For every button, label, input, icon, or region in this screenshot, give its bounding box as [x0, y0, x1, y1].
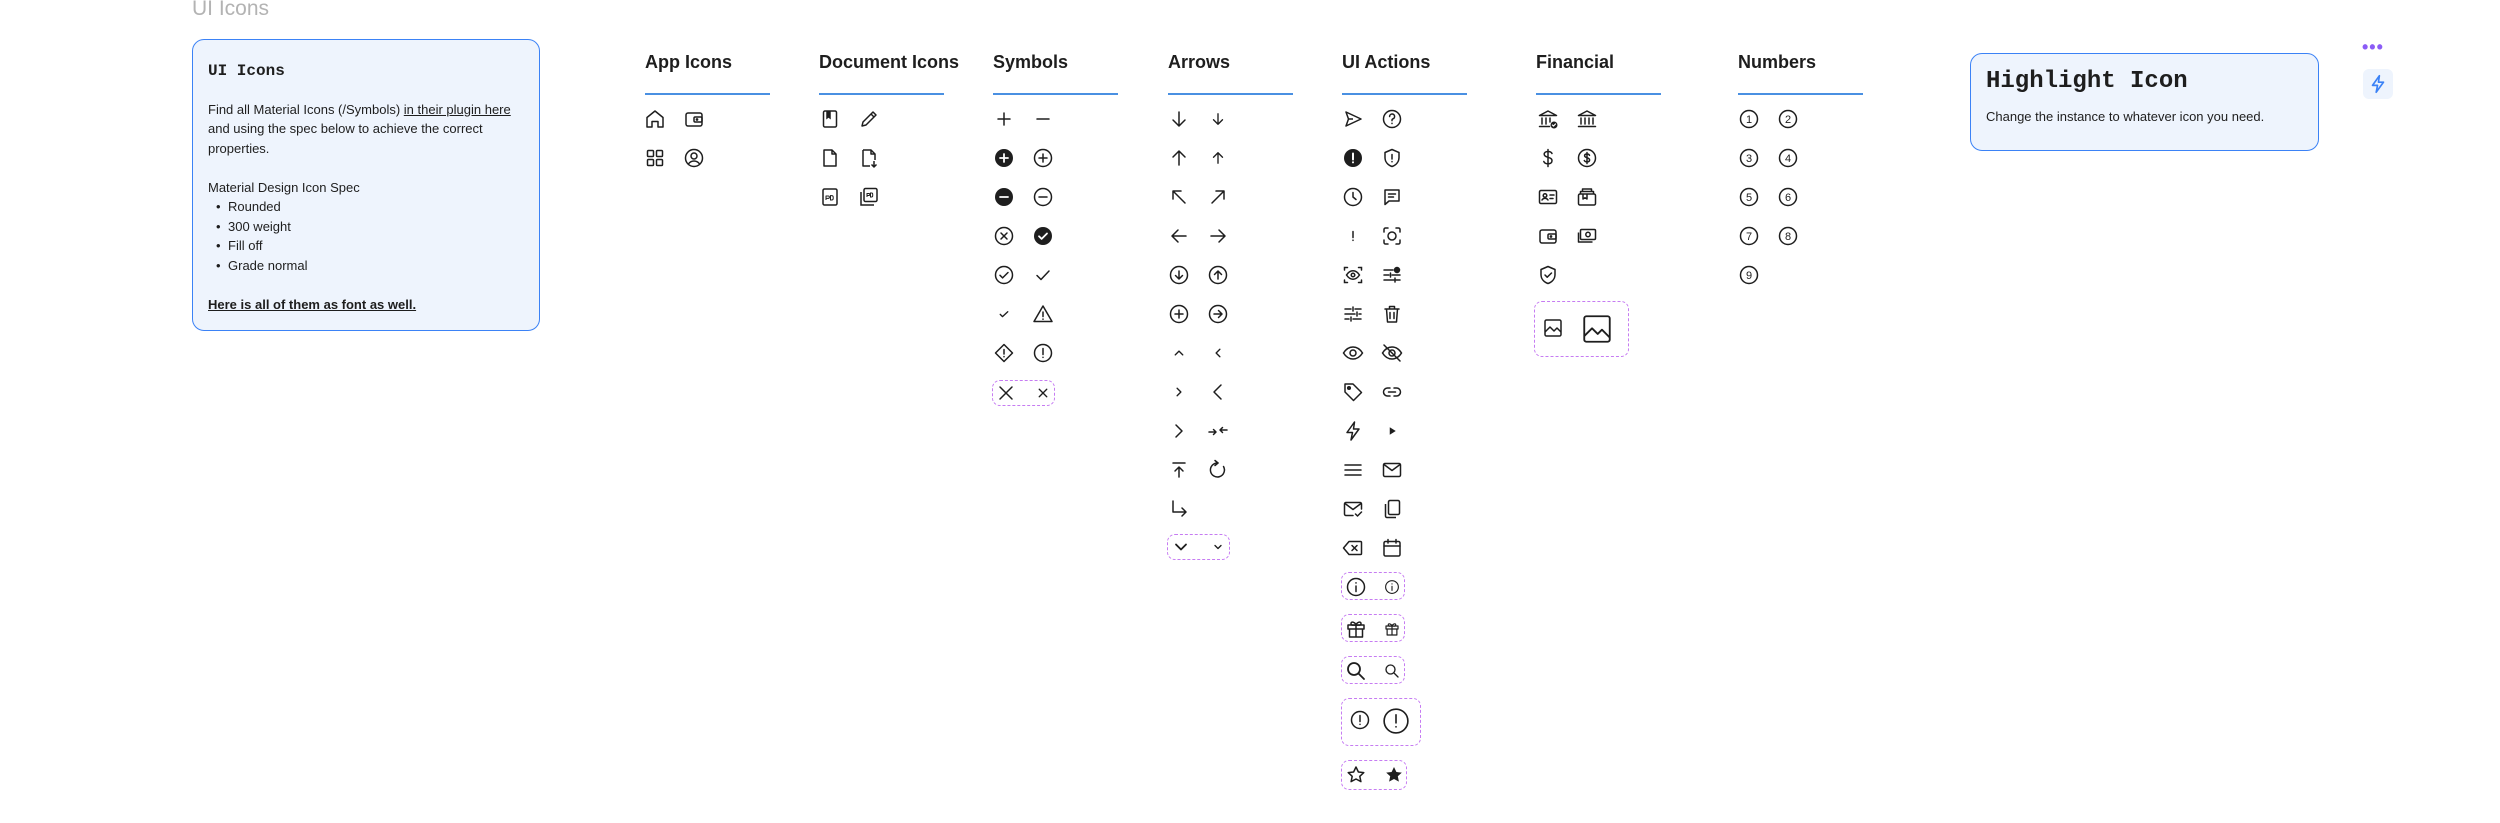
more-options-icon[interactable]: •••: [2362, 37, 2384, 57]
document-download-icon: [857, 146, 881, 170]
add-circle-icon: [1031, 146, 1055, 170]
exclamation-icon: [1341, 224, 1365, 248]
send-icon: [1341, 107, 1365, 131]
document-icon: [818, 146, 842, 170]
number-label: 5: [1745, 192, 1753, 204]
arrow-circle-left-icon: [1167, 302, 1191, 326]
id-card-icon: [1536, 185, 1560, 209]
highlight-description: Change the instance to whatever icon you need.: [1986, 109, 2265, 124]
spec-item: • Rounded: [228, 197, 524, 217]
number-label: 2: [1784, 114, 1792, 126]
wallet-icon: [682, 107, 706, 131]
wallet-icon: [1536, 224, 1560, 248]
number-label: 1: [1745, 114, 1753, 126]
chevron-right-icon: [1167, 419, 1191, 443]
chevron-down-small-icon: [1206, 535, 1230, 559]
image-large-icon: [1580, 312, 1614, 346]
frame-title: UI Icons: [192, 0, 270, 20]
home-icon: [643, 107, 667, 131]
column-title: Numbers: [1738, 52, 1817, 72]
alert-circle-filled-icon: [1341, 146, 1365, 170]
spec-item: • 300 weight: [228, 217, 524, 237]
book-icon: [818, 107, 842, 131]
remove-circle-icon: [1031, 185, 1055, 209]
column-rule: [993, 93, 1118, 95]
chevron-left-small-icon: [1206, 341, 1230, 365]
column-document-icons: [819, 52, 959, 82]
shield-alert-icon: [1380, 146, 1404, 170]
error-large-icon: [1381, 706, 1411, 736]
add-circle-filled-icon: [992, 146, 1016, 170]
plus-icon: [992, 107, 1016, 131]
check-circle-icon: [992, 263, 1016, 287]
chevron-up-icon: [1167, 341, 1191, 365]
star-outline-icon: [1344, 763, 1368, 787]
arrow-left-icon: [1167, 224, 1191, 248]
highlight-icon-card[interactable]: [1970, 53, 2319, 151]
arrow-circle-up-icon: [1206, 263, 1230, 287]
close-icon: [994, 381, 1018, 405]
trash-icon: [1380, 302, 1404, 326]
refresh-icon: [1206, 458, 1230, 482]
number-5-icon: [1737, 185, 1761, 209]
apps-grid-icon: [643, 146, 667, 170]
column-title: Financial: [1536, 52, 1615, 72]
bolt-icon: [2367, 73, 2389, 95]
number-2-icon: [1776, 107, 1800, 131]
column-rule: [645, 93, 770, 95]
bank-check-icon: [1536, 107, 1560, 131]
calendar-icon: [1380, 536, 1404, 560]
eye-icon: [1341, 341, 1365, 365]
sliders-icon: [1380, 263, 1404, 287]
number-label: 3: [1745, 153, 1753, 165]
note-intro: [208, 100, 524, 159]
column-title: UI Actions: [1342, 52, 1431, 72]
tag-icon: [1341, 380, 1365, 404]
column-rule: [1536, 93, 1661, 95]
turn-down-right-icon: [1167, 497, 1191, 521]
clock-icon: [1341, 185, 1365, 209]
spec-item: • Grade normal: [228, 256, 524, 276]
play-icon: [1380, 419, 1404, 443]
arrow-down-icon: [1167, 107, 1191, 131]
collapse-arrows-icon: [1206, 419, 1230, 443]
arrow-up-left-icon: [1167, 185, 1191, 209]
number-8-icon: [1776, 224, 1800, 248]
number-6-icon: [1776, 185, 1800, 209]
card-stack-icon: [1575, 185, 1599, 209]
tune-icon: [1341, 302, 1365, 326]
check-small-icon: [992, 302, 1016, 326]
cancel-circle-icon: [992, 224, 1016, 248]
star-filled-icon: [1382, 763, 1406, 787]
pdf-stack-icon: [857, 185, 881, 209]
arrow-up-small-icon: [1206, 146, 1230, 170]
eye-off-icon: [1380, 341, 1404, 365]
number-7-icon: [1737, 224, 1761, 248]
spec-note-card: [192, 39, 540, 331]
gift-small-icon: [1380, 617, 1404, 641]
search-icon: [1344, 659, 1368, 683]
highlight-instance-button[interactable]: [2363, 69, 2393, 99]
image-small-icon: [1541, 316, 1565, 340]
column-rule: [1738, 93, 1863, 95]
spec-item: • Fill off: [228, 236, 524, 256]
copy-icon: [1380, 497, 1404, 521]
arrow-up-icon: [1167, 146, 1191, 170]
account-circle-icon: [682, 146, 706, 170]
spec-heading: Material Design Icon Spec: [208, 179, 360, 195]
column-arrows: [1168, 52, 1230, 82]
gift-icon: [1344, 617, 1368, 641]
number-4-icon: [1776, 146, 1800, 170]
column-symbols: [993, 52, 1068, 82]
minus-icon: [1031, 107, 1055, 131]
number-label: 8: [1784, 231, 1792, 243]
arrow-circle-right-icon: [1206, 302, 1230, 326]
chevron-right-small-icon: [1167, 380, 1191, 404]
arrow-circle-down-icon: [1167, 263, 1191, 287]
pdf-icon: [818, 185, 842, 209]
cash-icon: [1575, 224, 1599, 248]
chat-icon: [1380, 185, 1404, 209]
mail-icon: [1380, 458, 1404, 482]
eye-scan-icon: [1341, 263, 1365, 287]
upload-icon: [1167, 458, 1191, 482]
intro-text-end: and using the spec below to achieve the correct properties.: [208, 121, 483, 156]
number-1-icon: [1737, 107, 1761, 131]
bolt-icon: [1341, 419, 1365, 443]
number-label: 9: [1745, 270, 1753, 282]
font-download-link[interactable]: Here is all of them as font as well.: [208, 296, 417, 312]
face-scan-icon: [1380, 224, 1404, 248]
spec-list: [208, 197, 524, 275]
number-3-icon: [1737, 146, 1761, 170]
chevron-down-icon: [1169, 535, 1193, 559]
note-title: UI Icons: [208, 62, 285, 80]
column-rule: [819, 93, 944, 95]
dollar-circle-icon: [1575, 146, 1599, 170]
arrow-down-small-icon: [1206, 107, 1230, 131]
bank-icon: [1575, 107, 1599, 131]
column-ui-actions: [1342, 52, 1430, 82]
plugin-link[interactable]: in their plugin here: [403, 101, 511, 117]
column-numbers: [1738, 52, 1816, 82]
check-circle-filled-icon: [1031, 224, 1055, 248]
column-app-icons: [645, 52, 732, 82]
number-label: 4: [1784, 153, 1792, 165]
arrow-up-right-icon: [1206, 185, 1230, 209]
error-circle-icon: [1031, 341, 1055, 365]
intro-text: Find all Material Icons (/Symbols): [208, 101, 404, 117]
shield-check-icon: [1536, 263, 1560, 287]
column-title: Symbols: [993, 52, 1069, 72]
column-rule: [1168, 93, 1293, 95]
column-financial: [1536, 52, 1614, 82]
column-title: Arrows: [1168, 52, 1231, 72]
info-small-icon: [1380, 575, 1404, 599]
check-icon: [1031, 263, 1055, 287]
number-label: 6: [1784, 192, 1792, 204]
error-icon: [1348, 708, 1372, 732]
backspace-icon: [1341, 536, 1365, 560]
dollar-icon: [1536, 146, 1560, 170]
warning-icon: [1031, 302, 1055, 326]
remove-circle-filled-icon: [992, 185, 1016, 209]
close-small-icon: [1031, 381, 1055, 405]
info-icon: [1344, 575, 1368, 599]
link-icon: [1380, 380, 1404, 404]
menu-icon: [1341, 458, 1365, 482]
number-label: 7: [1745, 231, 1753, 243]
help-circle-icon: [1380, 107, 1404, 131]
column-title: App Icons: [645, 52, 733, 72]
number-9-icon: [1737, 263, 1761, 287]
arrow-right-icon: [1206, 224, 1230, 248]
pencil-icon: [857, 107, 881, 131]
chevron-left-icon: [1206, 380, 1230, 404]
diamond-alert-icon: [992, 341, 1016, 365]
column-rule: [1342, 93, 1467, 95]
highlight-title: Highlight Icon: [1986, 68, 2188, 95]
mail-check-icon: [1341, 497, 1365, 521]
search-small-icon: [1380, 659, 1404, 683]
column-title: Document Icons: [819, 52, 960, 72]
